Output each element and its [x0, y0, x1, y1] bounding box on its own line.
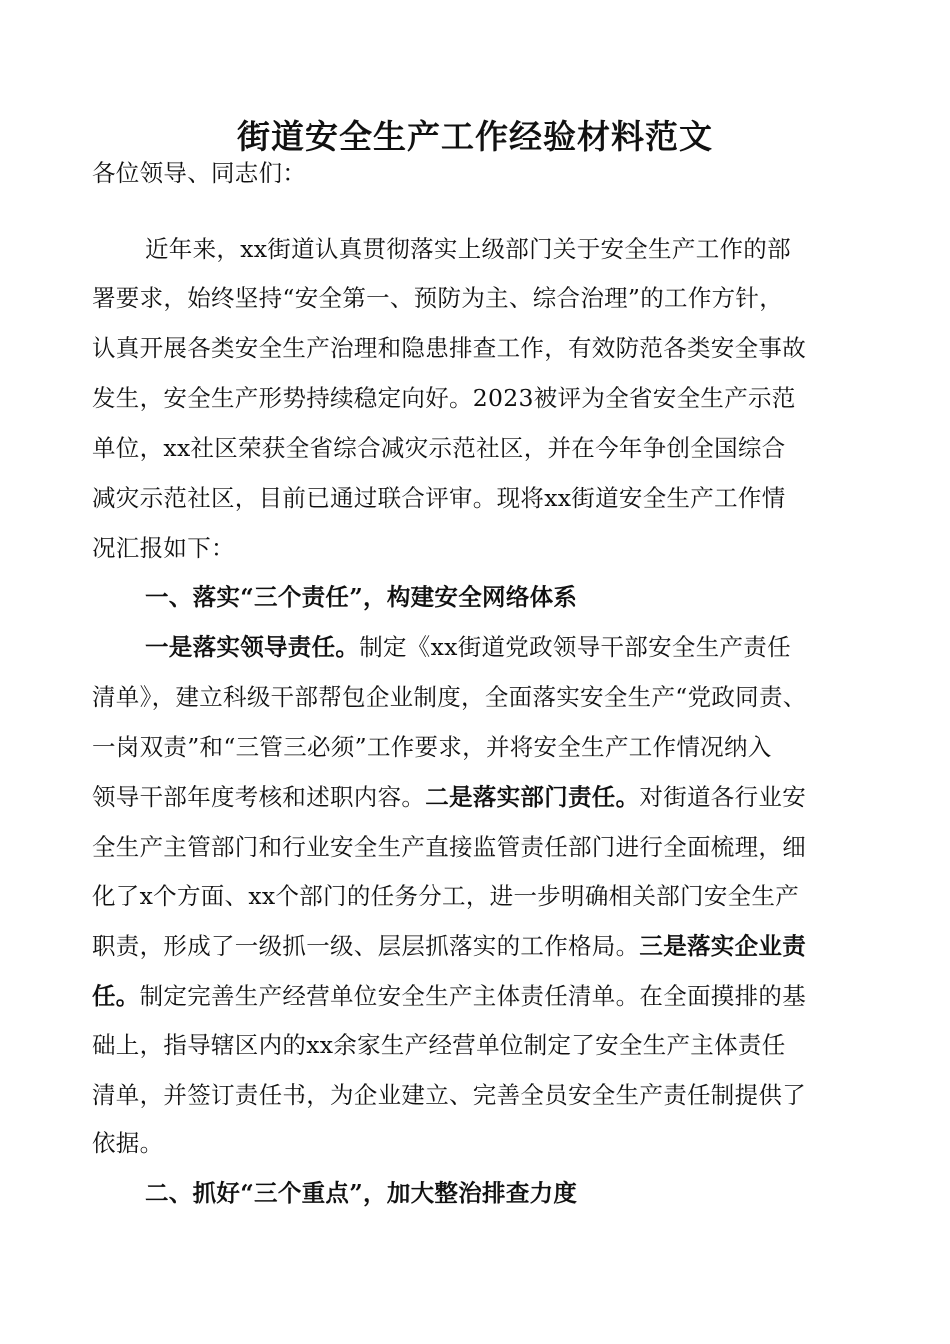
section1-line-1-text: 制定《xx街道党政领导干部安全生产责任 — [359, 633, 791, 661]
section1-line-9: 础上，指导辖区内的xx余家生产经营单位制定了安全生产主体责任 — [92, 1031, 786, 1059]
intro-line-2: 署要求，始终坚持“安全第一、预防为主、综合治理”的工作方针， — [92, 284, 784, 312]
section1-line-4-tail: 对街道各行业安 — [639, 783, 807, 811]
intro-line-7: 况汇报如下： — [92, 534, 235, 562]
section1-heading: 一、落实“三个责任”，构建安全网络体系 — [145, 583, 578, 611]
section1-line-4 — [92, 782, 806, 812]
enterprise-responsibility-label: 三是落实企业责 — [639, 932, 807, 960]
section1-line-7-text: 职责，形成了一级抓一级、层层抓落实的工作格局。 — [92, 932, 640, 960]
intro-line-4: 发生，安全生产形势持续稳定向好。2023被评为全省安全生产示范 — [92, 384, 796, 412]
document-title: 街道安全生产工作经验材料范文 — [237, 117, 713, 156]
section1-line-6: 化了x个方面、xx个部门的任务分工，进一步明确相关部门安全生产 — [92, 882, 800, 910]
intro-line-6: 减灾示范社区，目前已通过联合评审。现将xx街道安全生产工作情 — [92, 484, 786, 512]
section1-line-2: 清单》，建立科级干部帮包企业制度，全面落实安全生产“党政同责、 — [92, 683, 807, 711]
section1-line-8-text: 制定完善生产经营单位安全生产主体责任清单。在全面摸排的基 — [139, 982, 807, 1010]
section1-line-7 — [92, 931, 806, 961]
section1-line-5: 全生产主管部门和行业安全生产直接监管责任部门进行全面梳理，细 — [92, 833, 806, 861]
section1-line-8 — [92, 981, 806, 1011]
section1-line-10: 清单，并签订责任书，为企业建立、完善全员安全生产责任制提供了 — [92, 1081, 806, 1109]
section1-line-3: 一岗双责”和“三管三必须”工作要求，并将安全生产工作情况纳入 — [92, 733, 772, 761]
intro-line-3: 认真开展各类安全生产治理和隐患排查工作，有效防范各类安全事故 — [92, 334, 806, 362]
section1-line-11: 依据。 — [92, 1129, 164, 1157]
intro-line-1: 近年来，xx街道认真贯彻落实上级部门关于安全生产工作的部 — [145, 235, 791, 263]
department-responsibility-label: 二是落实部门责任。 — [425, 783, 640, 811]
section1-line-1 — [145, 632, 791, 662]
leadership-responsibility-label: 一是落实领导责任。 — [145, 633, 360, 661]
enterprise-responsibility-label-end: 任。 — [92, 982, 140, 1010]
section1-line-4-text: 领导干部年度考核和述职内容。 — [92, 783, 426, 811]
section2-heading: 二、抓好“三个重点”，加大整治排查力度 — [145, 1179, 578, 1207]
salutation: 各位领导、同志们： — [92, 159, 307, 187]
intro-line-5: 单位，xx社区荣获全省综合减灾示范社区，并在今年争创全国综合 — [92, 434, 786, 462]
